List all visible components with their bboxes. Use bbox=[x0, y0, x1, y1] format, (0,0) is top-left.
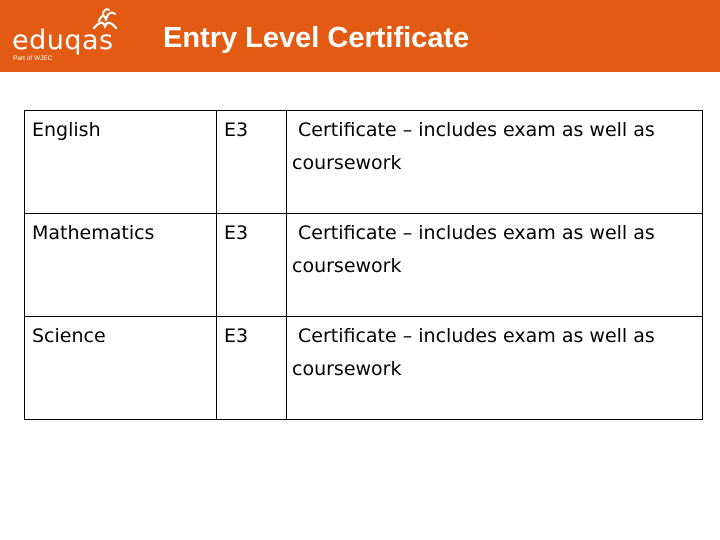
description-line: coursework bbox=[292, 152, 402, 174]
page-title: Entry Level Certificate bbox=[163, 22, 470, 54]
table-row bbox=[25, 111, 703, 214]
description-cell bbox=[287, 214, 703, 317]
header-bar bbox=[0, 0, 720, 72]
level-cell: E3 bbox=[217, 317, 287, 420]
level-cell: E3 bbox=[217, 111, 287, 214]
table-row bbox=[25, 214, 703, 317]
logo-tagline: Part of WJEC bbox=[13, 55, 53, 62]
logo-wordmark: eduqas bbox=[12, 25, 114, 56]
description-line: coursework bbox=[292, 358, 402, 380]
subject-cell: Mathematics bbox=[25, 214, 217, 317]
description-line: coursework bbox=[292, 255, 402, 277]
certificate-table bbox=[24, 110, 703, 420]
description-cell bbox=[287, 317, 703, 420]
subject-cell: Science bbox=[25, 317, 217, 420]
description-cell bbox=[287, 111, 703, 214]
description-line: Certificate – includes exam as well as bbox=[298, 222, 655, 244]
subject-cell: English bbox=[25, 111, 217, 214]
level-cell: E3 bbox=[217, 214, 287, 317]
description-line: Certificate – includes exam as well as bbox=[298, 119, 655, 141]
description-line: Certificate – includes exam as well as bbox=[298, 325, 655, 347]
eduqas-logo bbox=[10, 6, 120, 66]
table-row bbox=[25, 317, 703, 420]
